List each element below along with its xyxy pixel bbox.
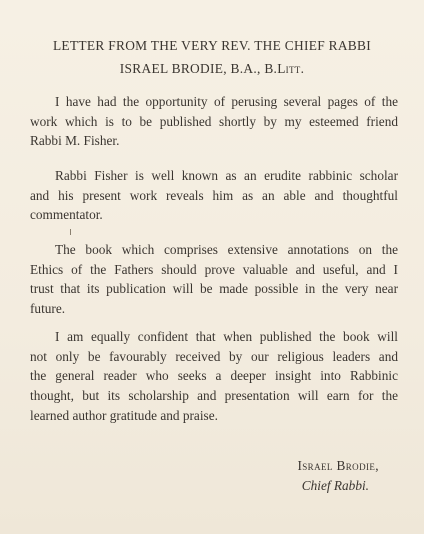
paragraph-line: not only be favourably received by our religious leaders and	[30, 348, 398, 364]
paragraph-line: Ethics of the Fathers should prove valuable and useful, and I	[30, 261, 398, 277]
paragraph-line: The book which comprises extensive annotations on the	[55, 242, 398, 257]
signature-name: Israel Brodie,	[297, 458, 379, 473]
paragraph-line: trust that its publication will be made possible in the very near	[30, 281, 398, 297]
heading-author-name: ISRAEL BRODIE, B.A., B.	[119, 61, 278, 76]
paper-mark	[70, 229, 71, 235]
paragraph-line: thought, but its scholarship and presentation will earn for the	[30, 388, 398, 404]
paragraph-4	[30, 327, 398, 426]
letter-heading-line-1: LETTER FROM THE VERY REV. THE CHIEF RABBI	[52, 38, 372, 53]
paragraph-line: future.	[30, 301, 66, 317]
heading-degree-suffix: Litt.	[277, 61, 305, 76]
paragraph-2	[30, 166, 398, 225]
paragraph-line: work which is to be published shortly by my esteemed friend	[30, 113, 398, 129]
paragraph-line: the general reader who seeks a deeper insight into Rabbinic	[30, 368, 398, 384]
paragraph-line: I am equally confident that when published the book will	[55, 329, 398, 344]
signature-title: Chief Rabbi.	[301, 478, 369, 493]
paragraph-1	[30, 92, 398, 151]
letter-heading-line-2	[0, 61, 424, 77]
paragraph-3	[30, 240, 398, 319]
paragraph-line: commentator.	[30, 207, 103, 223]
paragraph-line: and his present work reveals him as an able and thoughtful	[30, 187, 398, 203]
paragraph-line: Rabbi Fisher is well known as an erudite rabbinic scholar	[55, 168, 398, 183]
paragraph-line: Rabbi M. Fisher.	[30, 133, 120, 149]
paragraph-line: learned author gratitude and praise.	[30, 407, 218, 423]
paragraph-line: I have had the opportunity of perusing several pages of the	[55, 94, 398, 109]
